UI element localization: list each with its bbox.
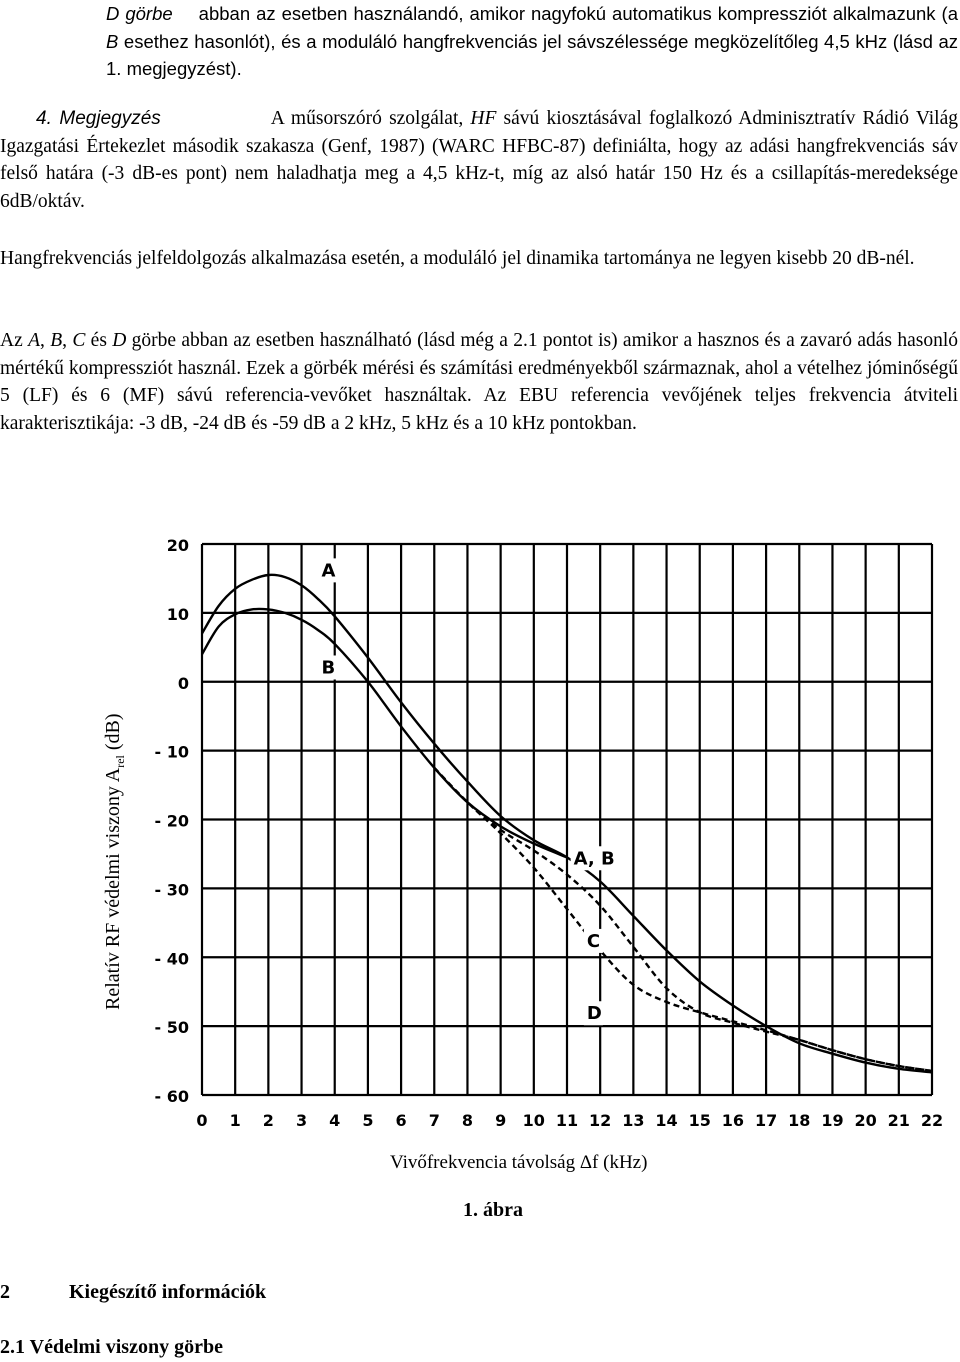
x-tick-label: 13 (622, 1111, 645, 1130)
x-tick-label: 19 (821, 1111, 844, 1130)
paragraph-dynamic-range-text: Hangfrekvenciás jelfeldolgozás alkalmazása esetén, a moduláló jel dinamika tartománya ne legyen kisebb 20 dB-nél. (0, 248, 915, 269)
chart-ticks (155, 536, 944, 1130)
y-tick-label: - 50 (154, 1018, 189, 1038)
curve-label: A (321, 560, 336, 582)
curve-label: B (321, 657, 336, 679)
x-tick-label: 0 (196, 1111, 208, 1130)
note-4-label: 4. Megjegyzés (36, 108, 161, 129)
y-tick-label: - 10 (154, 742, 189, 762)
y-axis-label: Relatív RF védelmi viszony $A_{rel}$ (dB) (102, 713, 127, 1010)
x-tick-label: 15 (688, 1111, 711, 1130)
y-tick-label: - 30 (154, 880, 189, 900)
y-tick-label: - 20 (154, 811, 189, 831)
note-4-text1: A műsorszóró szolgálat, (270, 108, 471, 129)
paragraph-dynamic-range (0, 245, 958, 273)
para-d-text2: esethez hasonlót), és a moduláló hangfrekvenciás jel sávszélessége megközelítőleg 4,5 kHz (lásd az 1. megjegyzést). (106, 30, 958, 79)
x-tick-label: 20 (854, 1111, 877, 1130)
x-tick-label: 14 (655, 1111, 678, 1130)
curve-label: A, B (573, 848, 615, 870)
y-tick-label: 0 (177, 673, 189, 693)
curve-label: D (586, 1003, 602, 1025)
x-tick-label: 7 (428, 1111, 440, 1130)
x-tick-label: 5 (362, 1111, 374, 1130)
paragraph-d-curve (106, 0, 958, 83)
section-heading-2 (0, 1281, 266, 1304)
section-number: 2 (0, 1281, 10, 1303)
x-tick-label: 16 (721, 1111, 745, 1130)
x-tick-label: 1 (229, 1111, 241, 1130)
x-tick-label: 3 (295, 1111, 308, 1130)
note-4 (0, 105, 958, 215)
y-tick-label: 10 (166, 604, 189, 624)
y-tick-label: 20 (166, 536, 189, 555)
protection-ratio-chart (0, 520, 960, 1140)
x-tick-label: 17 (754, 1111, 778, 1130)
term-hf: HF (470, 108, 497, 129)
x-tick-label: 12 (589, 1111, 612, 1130)
paragraph-curves-usage-text: görbe abban az esetben használható (lásd még a 2.1 pontot is) amikor a hasznos és a zavaró adás hasonló mértékű kompressziót használ. Ezek a görbék mérési és számítási eredményekből származnak, ahol a vételhez jóminőségű 5 (LF) és 6 (MF) sávú referencia-vevőket használtak. Az EBU referencia vevőjének teljes frekvencia átviteli karakterisztikája: -3 dB, -24 dB és -59 dB a 2 kHz, 5 kHz és a 10 kHz pontokban. (0, 330, 958, 434)
term-b: B (106, 30, 119, 52)
term-a: A (28, 330, 40, 351)
term-d: D (112, 330, 127, 351)
subsection-title: 2.1 Védelmi viszony görbe (0, 1336, 223, 1358)
y-tick-label: - 60 (154, 1087, 189, 1106)
figure-caption: 1. ábra (463, 1199, 523, 1221)
term-b: B (50, 330, 63, 351)
x-axis-label: Vivőfrekvencia távolság Δf (kHz) (390, 1152, 648, 1173)
section-heading-2-1 (0, 1336, 223, 1359)
term-c: C (72, 330, 86, 351)
x-tick-label: 22 (920, 1111, 944, 1130)
y-tick-label: - 40 (154, 949, 189, 969)
x-tick-label: 8 (461, 1111, 474, 1130)
x-tick-label: 10 (522, 1111, 545, 1130)
chart-annotations (318, 558, 622, 1025)
note-4-text2: sávú kiosztásával foglalkozó Adminisztratív Rádió Világ Igazgatási Értekezlet második szakasza (Genf, 1987) (WARC HFBC-87) definiálta, hogy az adási hangfrekvenciás sáv felső határa (-3 dB-es pont) nem haladhatja meg a 4,5 kHz-t, míg az alsó határ 150 Hz és a csillapítás-meredeksége 6dB/oktáv. (0, 108, 958, 212)
paragraph-curves-usage: Az A, B, C és D görbe abban az esetben használható (lásd még a 2.1 pontot is) amikor a hasznos és a zavaró adás hasonló mértékű kompressziót használ. Ezek a görbék mérési és számítási eredményekből származnak, ahol a vételhez jóminőségű 5 (LF) és 6 (MF) sávú referencia-vevőket használtak. Az EBU referencia vevőjének teljes frekvencia átviteli karakterisztikája: -3 dB, -24 dB és -59 dB a 2 kHz, 5 kHz és a 10 kHz pontokban. (0, 330, 958, 434)
x-tick-label: 18 (788, 1111, 811, 1130)
x-tick-label: 4 (329, 1111, 341, 1130)
x-tick-label: 6 (395, 1111, 407, 1130)
x-tick-label: 9 (495, 1111, 507, 1130)
section-title: Kiegészítő információk (69, 1281, 267, 1303)
x-tick-label: 2 (262, 1111, 274, 1130)
x-tick-label: 11 (555, 1111, 579, 1130)
term-d-curve: D görbe (106, 3, 173, 24)
para-d-text: abban az esetben használandó, amikor nagyfokú automatikus kompressziót alkalmazunk (a (198, 3, 958, 24)
x-tick-label: 21 (887, 1111, 910, 1130)
curve-label: C (586, 930, 601, 952)
